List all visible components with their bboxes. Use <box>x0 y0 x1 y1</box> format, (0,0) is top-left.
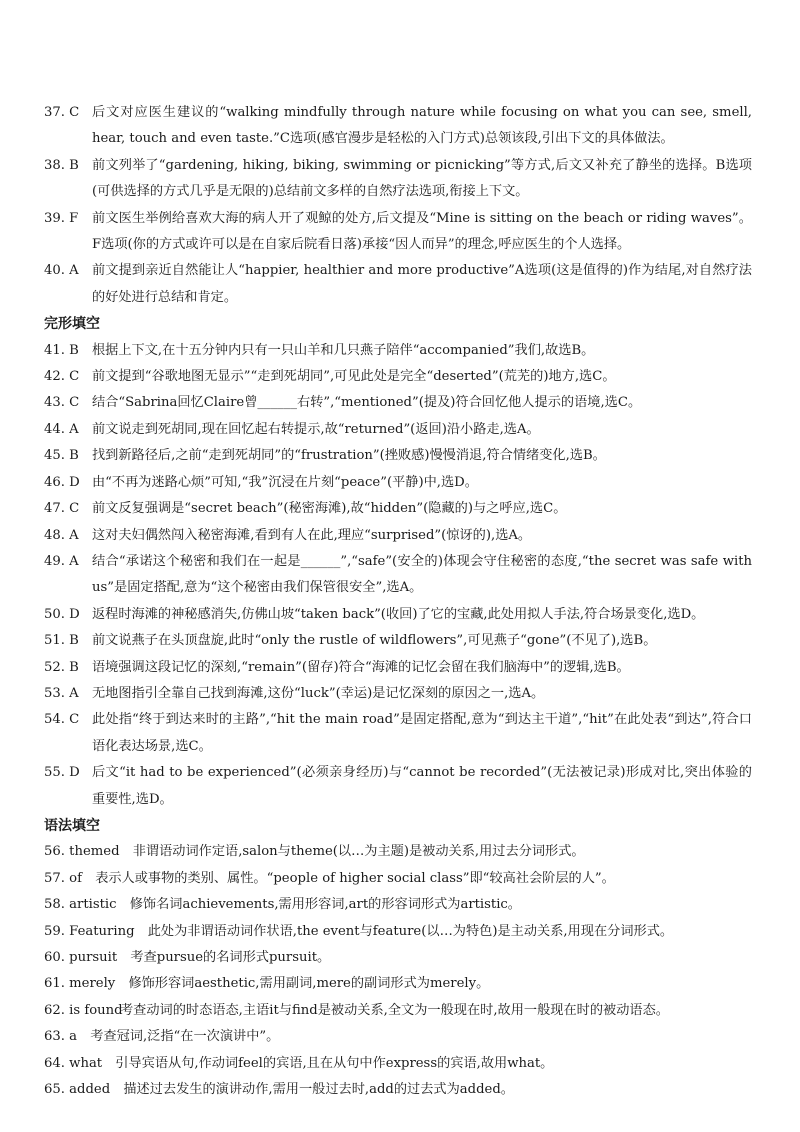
grammar-answer-item <box>0 1077 800 1103</box>
cloze-answer-item <box>0 655 800 681</box>
cloze-answers <box>0 338 800 813</box>
answer-explanation: 前文提到“谷歌地图无显示”“走到死胡同”,可见此处是完全“deserted”(荒芜的)地方,选C。 <box>92 369 616 385</box>
answer-number: 53. A <box>44 685 79 701</box>
answer-explanation: 前文列举了“gardening, hiking, biking, swimming or picnicking”等方式,后文又补充了静坐的选择。B选项(可供选择的方式几乎是无限的)总结前文多样的自然疗法选项,衔接上下文。 <box>92 157 752 200</box>
cloze-answer-item <box>0 338 800 364</box>
answer-explanation: 前文说走到死胡同,现在回忆起右转提示,故“returned”(返回)沿小路走,选A。 <box>92 421 540 437</box>
answer-number: 40. A <box>44 263 79 279</box>
answer-number: 46. D <box>44 474 80 490</box>
answer-number: 43. C <box>44 395 80 411</box>
cloze-answer-item <box>0 760 800 813</box>
grammar-answer-item <box>0 866 800 892</box>
answer-explanation: 后文“it had to be experienced”(必须亲身经历)与“cannot be recorded”(无法被记录)形成对比,突出体验的重要性,选D。 <box>92 765 752 807</box>
answer-number: 62. is found <box>44 1002 123 1018</box>
grammar-answer-item <box>0 839 800 865</box>
grammar-answer-item <box>0 945 800 971</box>
answer-explanation: 返程时海滩的神秘感消失,仿佛山坡“taken back”(收回)了它的宝藏,此处用拟人手法,符合场景变化,选D。 <box>92 606 705 622</box>
cloze-section-title: 完形填空 <box>44 316 100 333</box>
answer-explanation: 此处为非谓语动词作状语,the event与feature(以…为特色)是主动关系,用现在分词形式。 <box>147 923 674 939</box>
answer-number: 44. A <box>44 421 79 437</box>
answer-number: 51. B <box>44 633 79 649</box>
reading-answers <box>0 100 800 311</box>
cloze-answer-item <box>0 443 800 469</box>
answer-explanation: 前文反复强调是“secret beach”(秘密海滩),故“hidden”(隐藏的)与之呼应,选C。 <box>92 501 567 517</box>
answer-explanation: 找到新路径后,之前“走到死胡同”的“frustration”(挫败感)慢慢消退,符合情绪变化,选B。 <box>92 448 606 464</box>
cloze-answer-item <box>0 364 800 390</box>
answer-number: 42. C <box>44 369 80 385</box>
answer-number: 38. B <box>44 157 79 173</box>
answer-number: 41. B <box>44 342 79 358</box>
answer-explanation: 考查动词的时态语态,主语it与find是被动关系,全文为一般现在时,故用一般现在时的被动语态。 <box>120 1002 669 1018</box>
cloze-answer-item <box>0 602 800 628</box>
answer-explanation: 前文医生举例给喜欢大海的病人开了观鲸的处方,后文提及“Mine is sitting on the beach or riding waves”。F选项(你的方式或许可以是在自家后院看日落)承接“因人而异”的理念,呼应医生的个人选择。 <box>92 210 752 253</box>
answer-number: 54. C <box>44 712 80 728</box>
cloze-answer-item <box>0 523 800 549</box>
answer-explanation: 考查pursue的名词形式pursuit。 <box>130 950 331 965</box>
answer-key-document <box>0 100 800 1103</box>
cloze-answer-item <box>0 390 800 416</box>
cloze-answer-item <box>0 549 800 602</box>
answer-explanation: 结合“承诺这个秘密和我们在一起是______”,“safe”(安全的)体现会守住秘密的态度,“the secret was safe with us”是固定搭配,意为“这个秘密由我们保管很安全”,选A。 <box>92 553 752 596</box>
grammar-answer-item <box>0 1051 800 1077</box>
answer-number: 64. what <box>44 1055 103 1071</box>
cloze-answer-item <box>0 628 800 654</box>
answer-number: 55. D <box>44 765 80 781</box>
answer-number: 49. A <box>44 553 79 569</box>
grammar-answer-item <box>0 998 800 1024</box>
reading-answer-item <box>0 100 800 153</box>
answer-explanation: 考查冠词,泛指“在一次演讲中”。 <box>90 1029 280 1045</box>
answer-explanation: 此处指“终于到达来时的主路”,“hit the main road”是固定搭配,意为“到达主干道”,“hit”在此处表“到达”,符合口语化表达场景,选C。 <box>92 712 752 754</box>
answer-explanation: 这对夫妇偶然闯入秘密海滩,看到有人在此,理应“surprised”(惊讶的),选A。 <box>92 527 532 543</box>
grammar-answer-item <box>0 919 800 945</box>
cloze-answer-item <box>0 681 800 707</box>
answer-number: 48. A <box>44 527 79 543</box>
answer-explanation: 修饰形容词aesthetic,需用副词,mere的副词形式为merely。 <box>128 976 490 992</box>
reading-answer-item <box>0 258 800 311</box>
answer-explanation: 语境强调这段记忆的深刻,“remain”(留存)符合“海滩的记忆会留在我们脑海中”的逻辑,选B。 <box>92 659 630 675</box>
answer-number: 58. artistic <box>44 897 117 913</box>
answer-number: 50. D <box>44 606 80 622</box>
answer-number: 63. a <box>44 1029 78 1045</box>
answer-explanation: 描述过去发生的演讲动作,需用一般过去时,add的过去式为added。 <box>123 1082 514 1098</box>
cloze-answer-item <box>0 417 800 443</box>
grammar-section-title: 语法填空 <box>44 817 100 834</box>
grammar-answer-item <box>0 971 800 997</box>
answer-explanation: 前文提到亲近自然能让人“happier, healthier and more productive”A选项(这是值得的)作为结尾,对自然疗法的好处进行总结和肯定。 <box>92 263 752 305</box>
answer-explanation: 由“不再为迷路心烦”可知,“我”沉浸在片刻“peace”(平静)中,选D。 <box>92 474 478 490</box>
answer-explanation: 非谓语动词作定语,salon与theme(以…为主题)是被动关系,用过去分词形式。 <box>132 844 585 860</box>
grammar-answers <box>0 839 800 1103</box>
cloze-answer-item <box>0 470 800 496</box>
answer-explanation: 引导宾语从句,作动词feel的宾语,且在从句中作express的宾语,故用what。 <box>115 1055 554 1071</box>
answer-number: 60. pursuit <box>44 950 118 965</box>
answer-explanation: 修饰名词achievements,需用形容词,art的形容词形式为artistic。 <box>129 897 521 913</box>
reading-answer-item <box>0 206 800 259</box>
answer-number: 56. themed <box>44 844 120 860</box>
answer-number: 47. C <box>44 501 80 517</box>
grammar-answer-item <box>0 1024 800 1050</box>
answer-number: 45. B <box>44 448 79 464</box>
answer-number: 59. Featuring <box>44 923 135 939</box>
answer-explanation: 根据上下文,在十五分钟内只有一只山羊和几只燕子陪伴“accompanied”我们,故选B。 <box>92 342 595 358</box>
cloze-answer-item <box>0 496 800 522</box>
answer-number: 37. C <box>44 105 80 120</box>
answer-number: 39. F <box>44 210 79 226</box>
answer-number: 61. merely <box>44 976 116 992</box>
answer-explanation: 表示人或事物的类别、属性。“people of higher social class”即“较高社会阶层的人”。 <box>95 870 615 886</box>
answer-explanation: 前文说燕子在头顶盘旋,此时“only the rustle of wildflowers”,可见燕子“gone”(不见了),选B。 <box>92 633 657 649</box>
answer-number: 65. added <box>44 1082 111 1098</box>
answer-explanation: 无地图指引全靠自己找到海滩,这份“luck”(幸运)是记忆深刻的原因之一,选A。 <box>92 685 545 701</box>
reading-answer-item <box>0 153 800 206</box>
answer-number: 57. of <box>44 870 82 886</box>
grammar-answer-item <box>0 892 800 918</box>
answer-explanation: 结合“Sabrina回忆Claire曾______右转”,“mentioned”(提及)符合回忆他人提示的语境,选C。 <box>92 395 642 411</box>
cloze-answer-item <box>0 707 800 760</box>
answer-number: 52. B <box>44 659 79 675</box>
answer-explanation: 后文对应医生建议的“walking mindfully through nature while focusing on what you can see, smell, hear, touch and even taste.”C选项(感官漫步是轻松的入门方式)总领该段,引出下文的具体做法。 <box>92 105 752 147</box>
